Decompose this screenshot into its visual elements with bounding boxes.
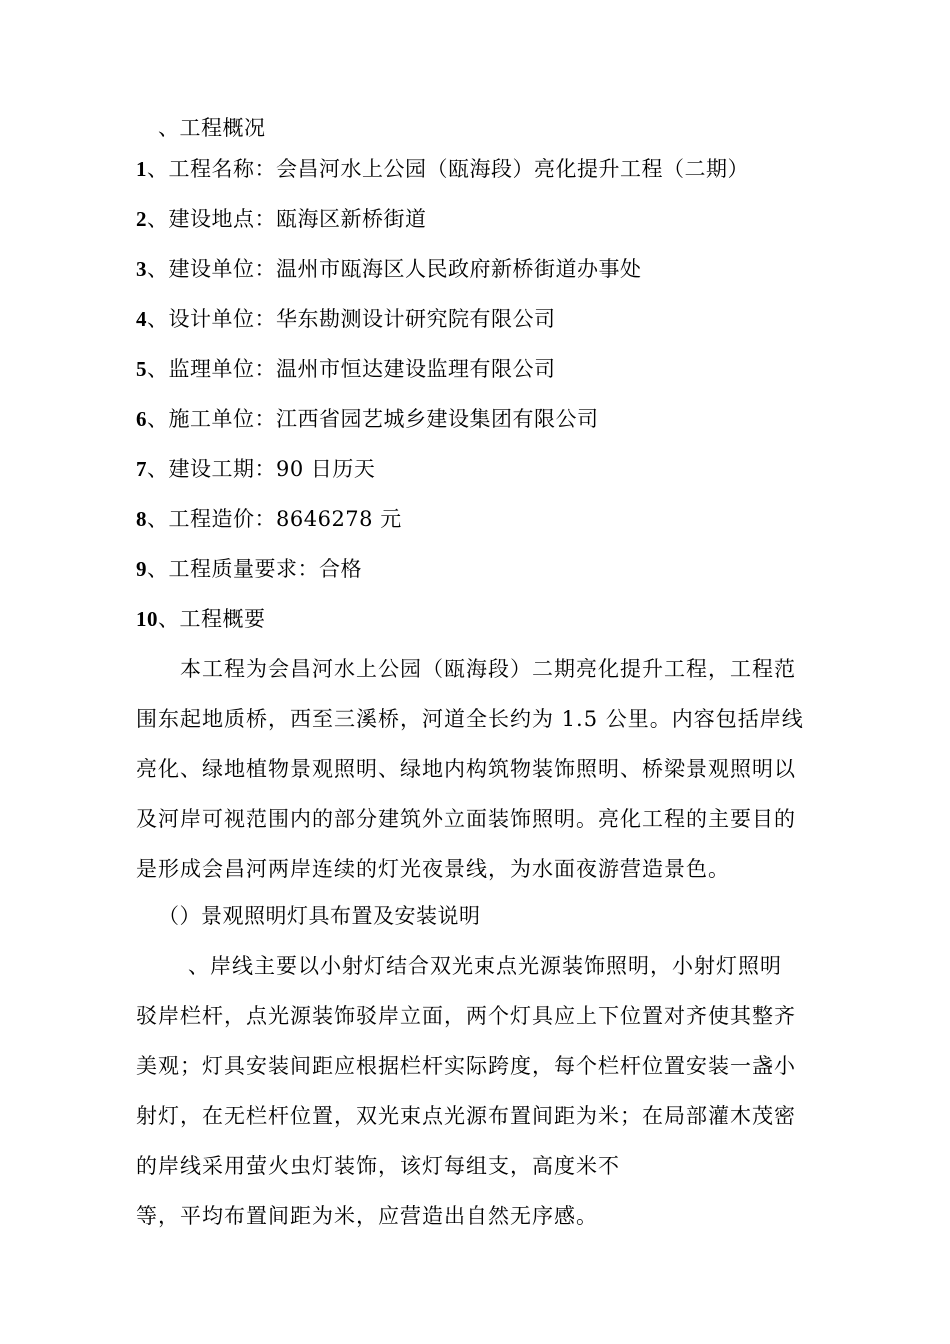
item-number: 8 (136, 507, 147, 531)
item-text: 、设计单位：华东勘测设计研究院有限公司 (147, 307, 556, 331)
list-item (136, 454, 375, 484)
list-item (136, 254, 642, 284)
item-text: 、建设单位：温州市瓯海区人民政府新桥街道办事处 (147, 257, 642, 281)
overview-line: 及河岸可视范围内的部分建筑外立面装饰照明。亮化工程的主要目的 (136, 807, 796, 831)
list-item (136, 404, 599, 434)
overview-line: 本工程为会昌河水上公园（瓯海段）二期亮化提升工程，工程范 (180, 657, 796, 681)
item-text: 、施工单位：江西省园艺城乡建设集团有限公司 (147, 407, 599, 431)
item-number: 5 (136, 357, 147, 381)
item-text: 、工程概要 (158, 607, 266, 631)
item-text: 、建设地点：瓯海区新桥街道 (147, 207, 427, 231)
item-number: 6 (136, 407, 147, 431)
list-item (136, 304, 556, 334)
list-item (136, 204, 427, 234)
item-text: 、工程名称：会昌河水上公园（瓯海段）亮化提升工程（二期） (147, 157, 749, 181)
install-line: 美观；灯具安装间距应根据栏杆实际跨度，每个栏杆位置安装一盏小 (136, 1054, 796, 1078)
list-item (136, 154, 749, 184)
install-line: 的岸线采用萤火虫灯装饰，该灯每组支，高度米不 (136, 1154, 620, 1178)
overview-line: 亮化、绿地植物景观照明、绿地内构筑物装饰照明、桥梁景观照明以 (136, 757, 796, 781)
install-line: 、岸线主要以小射灯结合双光束点光源装饰照明，小射灯照明 (188, 954, 782, 978)
list-item (136, 604, 266, 634)
item-number: 3 (136, 257, 147, 281)
install-line: 驳岸栏杆，点光源装饰驳岸立面，两个灯具应上下位置对齐使其整齐 (136, 1004, 796, 1028)
overview-line: 围东起地质桥，西至三溪桥，河道全长约为 1.5 公里。内容包括岸线 (136, 707, 804, 731)
item-text: 、建设工期：90 日历天 (147, 457, 376, 481)
install-line: 射灯，在无栏杆位置，双光束点光源布置间距为米；在局部灌木茂密 (136, 1104, 796, 1128)
install-line: 等，平均布置间距为米，应营造出自然无序感。 (136, 1204, 598, 1228)
item-number: 9 (136, 557, 147, 581)
item-number: 2 (136, 207, 147, 231)
item-number: 10 (136, 607, 158, 631)
item-text: 、工程质量要求：合格 (147, 557, 362, 581)
overview-line: 是形成会昌河两岸连续的灯光夜景线，为水面夜游营造景色。 (136, 857, 730, 881)
item-number: 4 (136, 307, 147, 331)
item-text: 、工程造价：8646278 元 (147, 507, 402, 531)
section-heading: 、工程概况 (158, 116, 266, 140)
list-item (136, 354, 556, 384)
subsection-heading: （）景观照明灯具布置及安装说明 (158, 904, 481, 928)
item-text: 、监理单位：温州市恒达建设监理有限公司 (147, 357, 556, 381)
list-item (136, 554, 362, 584)
list-item (136, 504, 402, 534)
item-number: 7 (136, 457, 147, 481)
item-number: 1 (136, 157, 147, 181)
